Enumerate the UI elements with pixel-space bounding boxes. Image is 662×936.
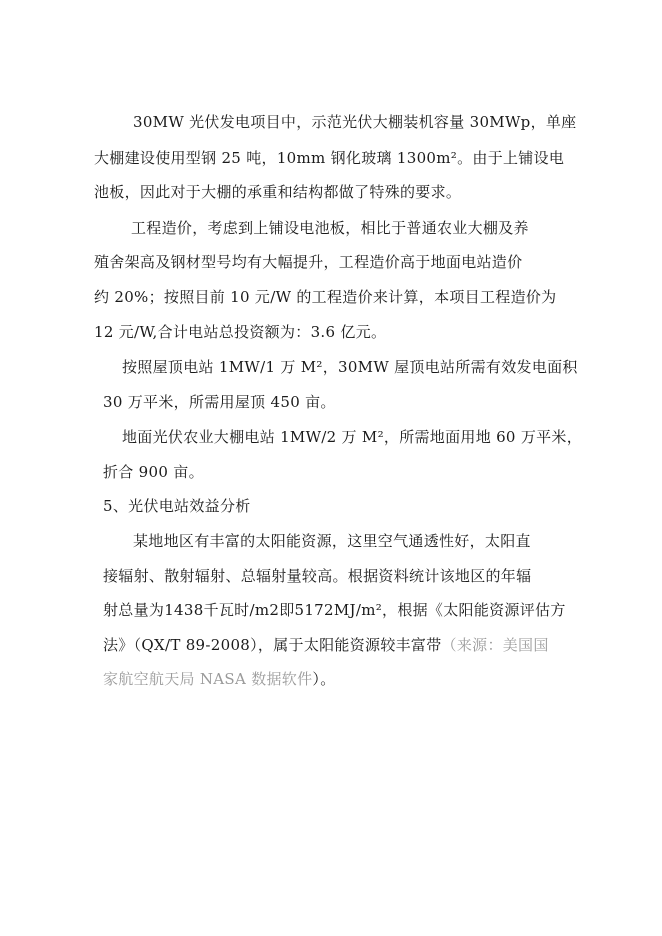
- paragraph-6-line-4: [103, 635, 549, 655]
- paragraph-1-line-1: 30MW 光伏发电项目中，示范光伏大棚装机容量 30MWp，单座: [133, 113, 577, 131]
- closing-punctuation: ）。: [312, 670, 336, 688]
- paragraph-1-line-3: 池板，因此对于大棚的承重和结构都做了特殊的要求。: [94, 183, 462, 201]
- paragraph-3-line-2: 30 万平米，所需用屋顶 450 亩。: [103, 393, 336, 411]
- source-note-end: 家航空航天局 NASA 数据软件: [103, 670, 313, 688]
- paragraph-2-line-3: 约 20%；按照目前 10 元/W 的工程造价来计算，本项目工程造价为: [94, 288, 557, 306]
- section-heading: 5、光伏电站效益分析: [103, 497, 251, 515]
- paragraph-3-line-1: 按照屋顶电站 1MW/1 万 M²，30MW 屋顶电站所需有效发电面积: [122, 358, 578, 376]
- paragraph-6-line-2: 接辐射、散射辐射、总辐射量较高。根据资料统计该地区的年辐: [103, 567, 532, 585]
- paragraph-2-line-1: 工程造价，考虑到上铺设电池板，相比于普通农业大棚及养: [131, 219, 529, 237]
- paragraph-6-line-4-text: 法》（QX/T 89-2008），属于太阳能资源较丰富带: [103, 636, 442, 654]
- paragraph-1-line-2: 大棚建设使用型钢 25 吨，10mm 钢化玻璃 1300m²。由于上铺设电: [94, 149, 565, 167]
- source-note-start: （来源：美国国: [441, 636, 549, 654]
- paragraph-6-line-3: 射总量为1438千瓦时/m2即5172MJ/m²，根据《太阳能资源评估方: [103, 601, 566, 619]
- paragraph-6-line-1: 某地地区有丰富的太阳能资源，这里空气通透性好，太阳直: [133, 532, 531, 550]
- paragraph-2-line-4: 12 元/W,合计电站总投资额为：3.6 亿元。: [94, 323, 387, 341]
- paragraph-4-line-1: 地面光伏农业大棚电站 1MW/2 万 M²，所需地面用地 60 万平米，: [122, 428, 583, 446]
- paragraph-6-line-5: [103, 669, 336, 689]
- paragraph-2-line-2: 殖舍架高及钢材型号均有大幅提升，工程造价高于地面电站造价: [94, 253, 523, 271]
- paragraph-4-line-2: 折合 900 亩。: [103, 463, 204, 481]
